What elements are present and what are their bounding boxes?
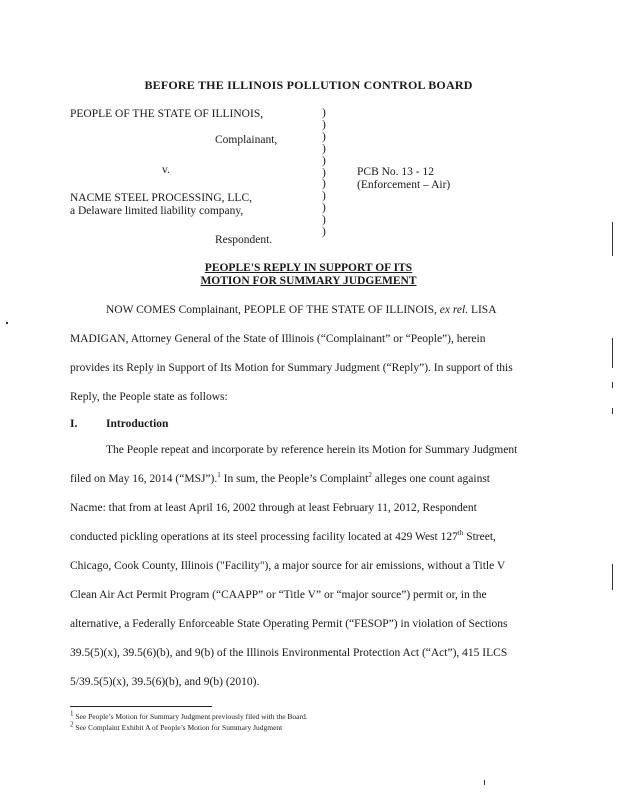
footnote-divider [70, 706, 212, 707]
body-line-2: filed on May 16, 2014 (“MSJ”).$^1$ In sum, the People’s Complaint$^2$ alleges one count against [70, 471, 490, 485]
body-line-6: Clean Air Act Permit Program (“CAAPP” or “Title V” or “major source”) permit or, in the [70, 589, 487, 601]
versus-label: v. [162, 164, 170, 176]
footnote-ref-2: 2 [368, 471, 372, 480]
margin-mark [612, 222, 613, 256]
body-line-4: conducted pickling operations at its steel processing facility located at 429 West 127th Street, [70, 529, 496, 543]
paren: ) [322, 118, 326, 131]
margin-mark [484, 780, 485, 785]
margin-mark [6, 322, 8, 324]
margin-mark [612, 564, 613, 590]
body-line-1: The People repeat and incorporate by reference herein its Motion for Summary Judgment [106, 444, 518, 456]
body-line-5: Chicago, Cook County, Illinois ("Facility"), a major source for air emissions, without a Title V [70, 560, 506, 572]
defendant-name: NACME STEEL PROCESSING, LLC, [70, 192, 252, 204]
reply-title-line2: MOTION FOR SUMMARY JUDGEMENT [200, 275, 417, 287]
footnote-2: $^2$ See Complaint Exhibit A of People’s Motion for Summary Judgment [70, 720, 283, 732]
case-type: (Enforcement – Air) [357, 179, 451, 191]
defendant-description: a Delaware limited liability company, [70, 205, 244, 217]
paren: ) [322, 178, 326, 191]
intro-line-1: NOW COMES Complainant, PEOPLE OF THE STATE OF ILLINOIS, ex rel. LISA [106, 304, 497, 316]
complainant-label: Complainant, [215, 134, 278, 146]
paren: ) [322, 166, 326, 179]
paren: ) [322, 154, 326, 167]
body-line-3: Nacme: that from at least April 16, 2002 through at least February 11, 2012, Respondent [70, 502, 477, 514]
paren: ) [322, 226, 326, 239]
paren: ) [322, 202, 326, 215]
paren: ) [322, 142, 326, 155]
paren: ) [322, 214, 326, 227]
paren: ) [322, 190, 326, 203]
plaintiff-name: PEOPLE OF THE STATE OF ILLINOIS, [70, 108, 264, 120]
caption-parens [322, 108, 326, 239]
margin-mark [612, 408, 613, 414]
case-number: PCB No. 13 - 12 [357, 166, 434, 178]
paren: ) [322, 130, 326, 143]
margin-mark [612, 338, 613, 368]
intro-line-4: Reply, the People state as follows: [70, 391, 228, 403]
body-line-9: 5/39.5(5)(x), 39.5(6)(b), and 9(b) (2010). [70, 676, 260, 688]
footnote-ref-1: 1 [217, 471, 221, 480]
paren: ) [322, 107, 326, 119]
body-line-8: 39.5(5)(x), 39.5(6)(b), and 9(b) of the Illinois Environmental Protection Act (“Act”), 415 ILCS [70, 647, 508, 659]
board-title: BEFORE THE ILLINOIS POLLUTION CONTROL BOARD [144, 78, 473, 92]
section-heading: Introduction [106, 418, 169, 430]
reply-title-line1: PEOPLE'S REPLY IN SUPPORT OF ITS [204, 262, 413, 274]
margin-mark [612, 382, 613, 388]
section-number: I. [70, 418, 78, 430]
respondent-label: Respondent. [215, 234, 273, 246]
footnote-1: $^1$ See People’s Motion for Summary Judgment previously filed with the Board. [70, 709, 308, 721]
body-line-7: alternative, a Federally Enforceable State Operating Permit (“FESOP”) in violation of Sections [70, 618, 508, 630]
intro-line-3: provides its Reply in Support of Its Motion for Summary Judgment (“Reply”). In support of this [70, 362, 513, 374]
intro-line-2: MADIGAN, Attorney General of the State of Illinois (“Complainant” or “People”), herein [70, 333, 486, 345]
